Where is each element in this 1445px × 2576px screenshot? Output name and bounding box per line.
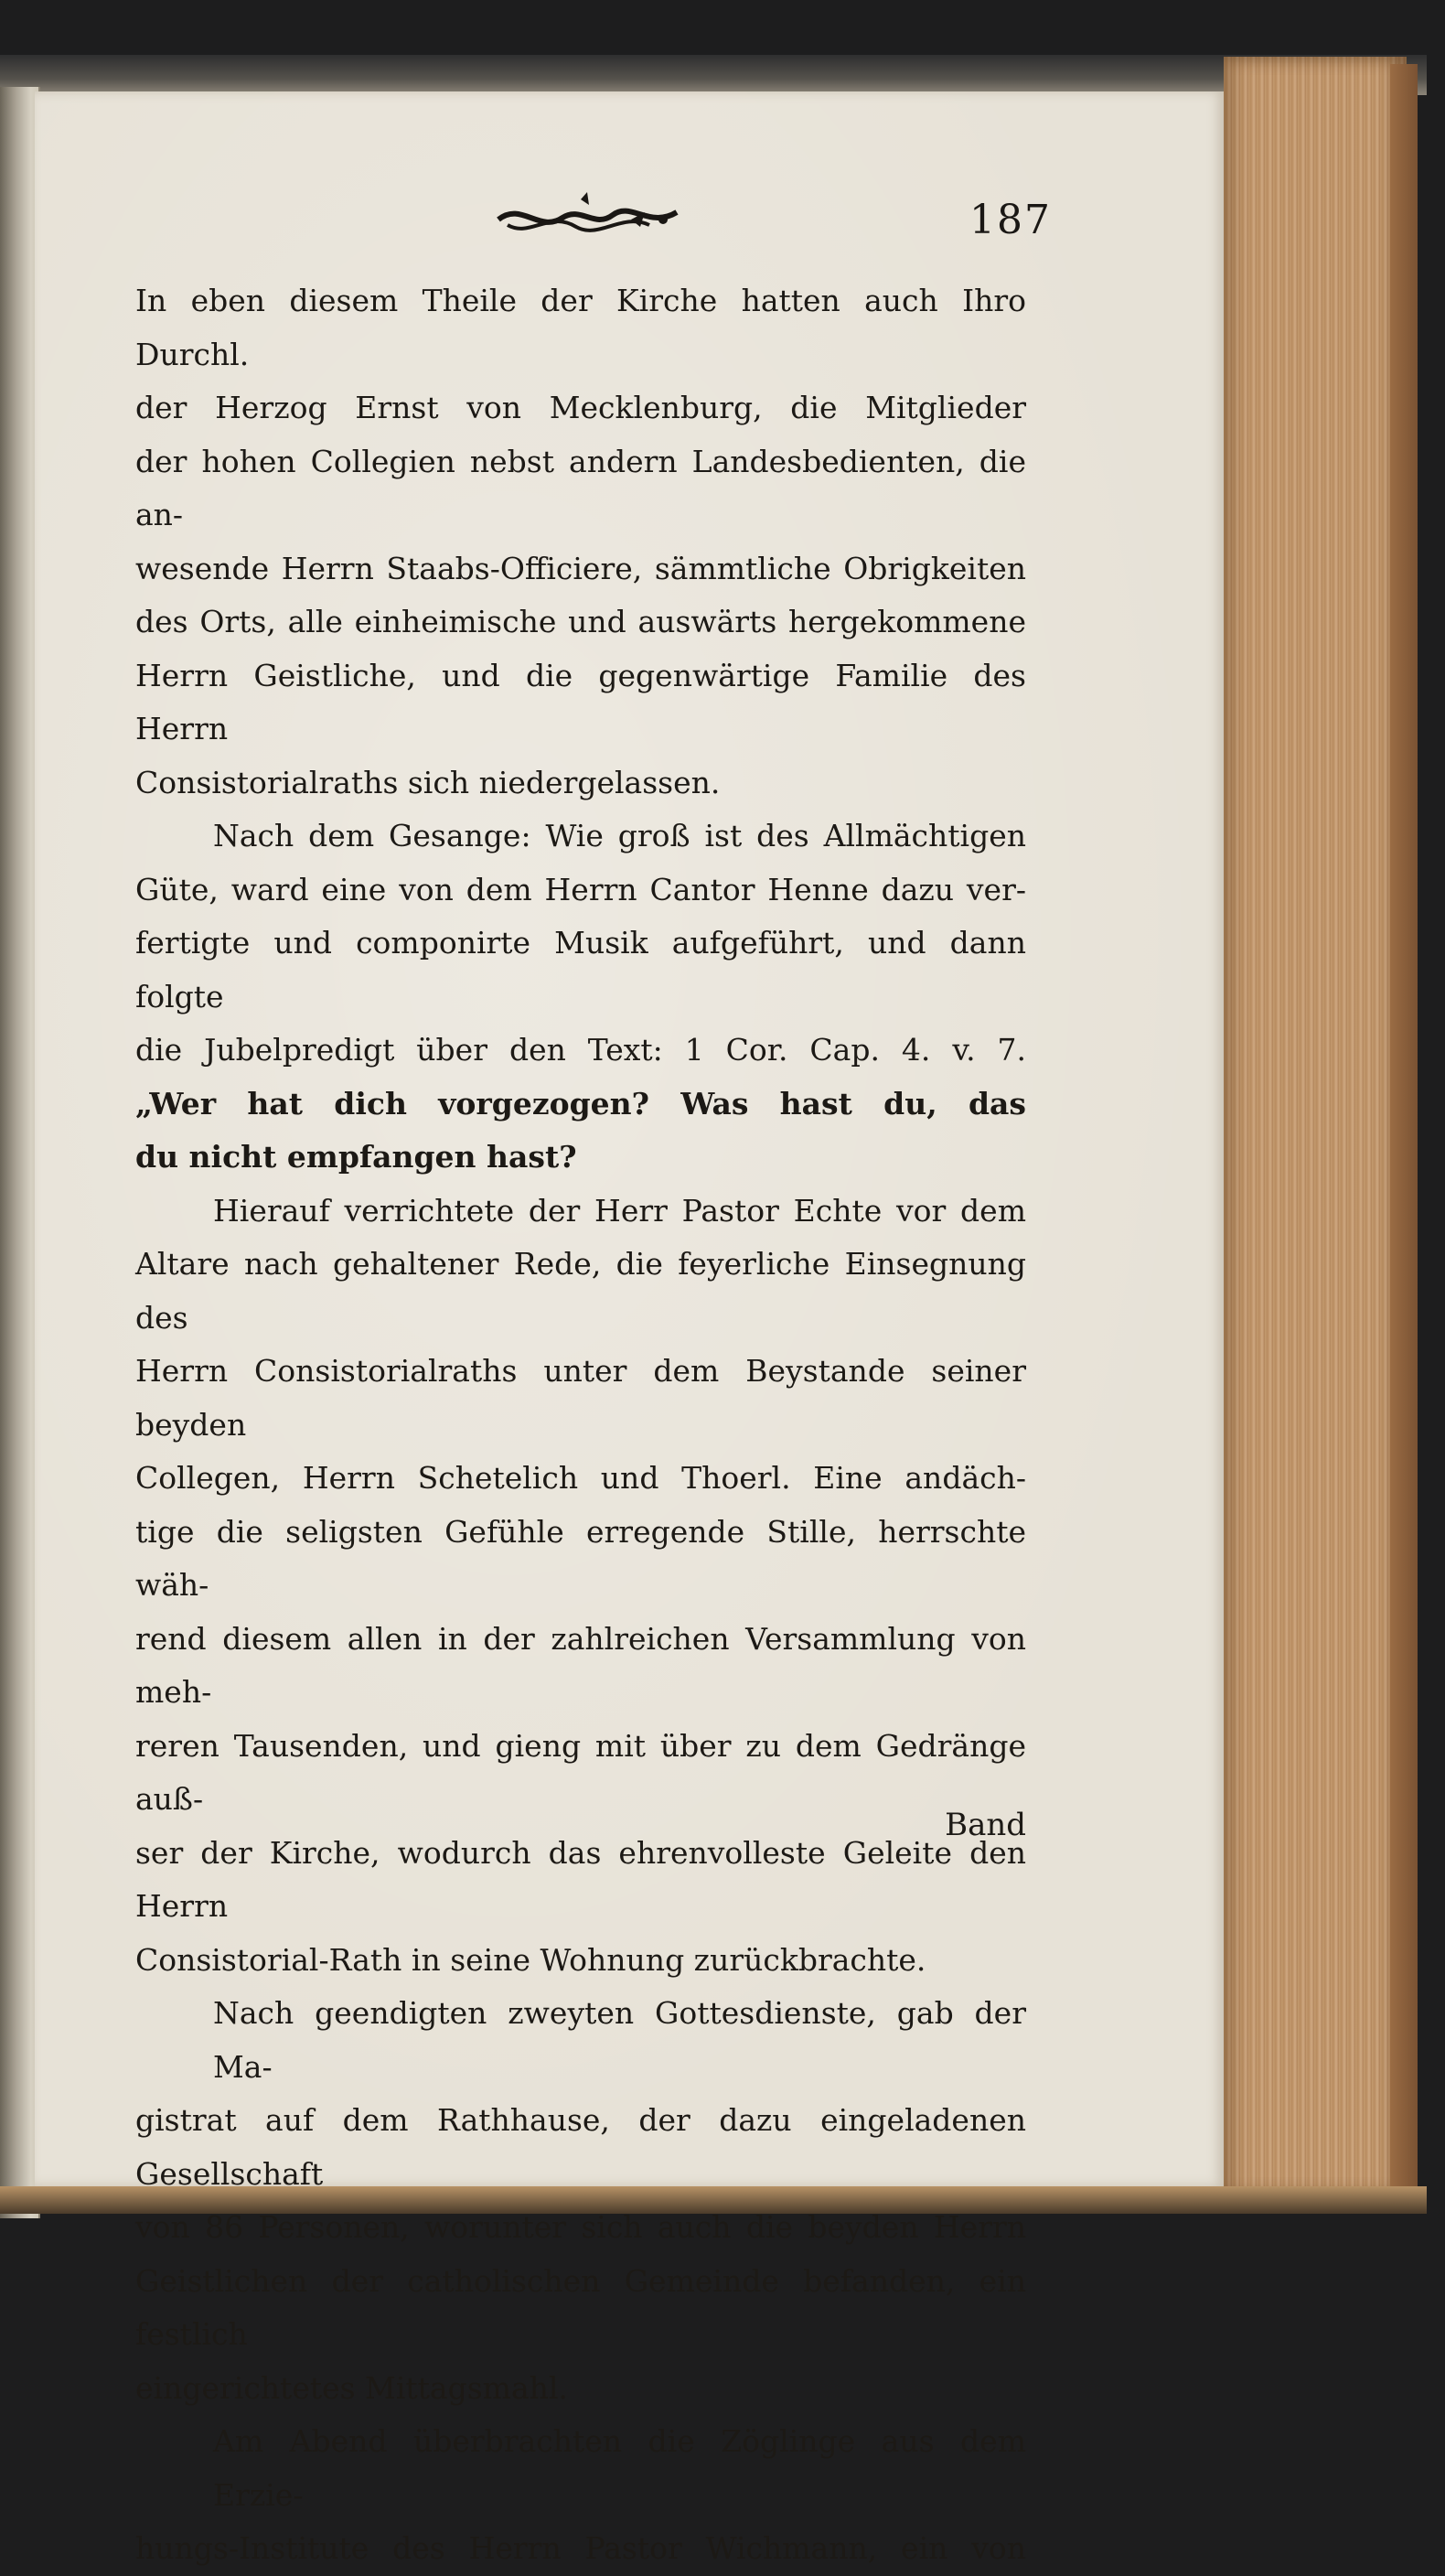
text-line: eingerichtetes Mittagsmahl. [135, 2369, 568, 2406]
catchword: Band [945, 1807, 1026, 1843]
text-line: fertigte und componirte Musik aufgeführt, und dann folgte [135, 925, 1026, 1014]
text-line: des Orts, alle einheimische und auswärts hergekommene [135, 604, 1026, 639]
text-line: Herrn Consistorialraths unter dem Beystande seiner beyden [135, 1353, 1026, 1443]
text-line: Am Abend überbrachten die Zöglinge aus dem Erzie- [213, 2423, 1026, 2513]
book-top-edge [0, 55, 1427, 95]
page-number: 187 [969, 197, 1052, 243]
paragraph-1 [135, 274, 1026, 810]
text-line: Consistorial-Rath in seine Wohnung zurückbrachte. [135, 1941, 926, 1978]
text-line: Hierauf verrichtete der Herr Pastor Echte vor dem [213, 1192, 1026, 1229]
text-line: In eben diesem Theile der Kirche hatten auch Ihro Durchl. [135, 283, 1026, 372]
header-ornament [494, 192, 686, 247]
text-line: ser der Kirche, wodurch das ehrenvolleste Geleite den Herrn [135, 1834, 1026, 1924]
paragraph-4 [135, 1987, 1026, 2415]
paragraph-2 [135, 810, 1026, 1185]
text-line: reren Tausenden, und gieng mit über zu dem Gedränge auß- [135, 1727, 1026, 1817]
text-line: rend diesem allen in der zahlreichen Versammlung von meh- [135, 1620, 1026, 1710]
text-line: von 86 Personen, worunter sich auch die beyden Herrn [135, 2209, 1026, 2245]
paragraph-3 [135, 1185, 1026, 1988]
paragraph-5 [135, 2415, 1026, 2576]
bible-quote-line: du nicht empfangen hast? [135, 1139, 577, 1175]
text-line: der Herzog Ernst von Mecklenburg, die Mitglieder [135, 390, 1026, 425]
text-line: Geistlichen der catholischen Gemeinde befanden, ein festlich [135, 2262, 1026, 2352]
text-line: Güte, ward eine von dem Herrn Cantor Henne dazu ver- [135, 871, 1026, 907]
text-line: Consistorialraths sich niedergelassen. [135, 764, 721, 800]
body-text [135, 274, 1026, 2576]
text-line: Nach geendigten zweyten Gottesdienste, gab der Ma- [213, 1995, 1026, 2085]
text-line: wesende Herrn Staabs-Officiere, sämmtliche Obrigkeiten [135, 550, 1026, 586]
text-line: Nach dem Gesange: Wie groß ist des Allmächtigen [213, 818, 1026, 853]
book-cover-edge [1390, 64, 1418, 2186]
text-line: gistrat auf dem Rathhause, der dazu eingeladenen Gesellschaft [135, 2102, 1026, 2192]
text-line: der hohen Collegien nebst andern Landesbedienten, die an- [135, 443, 1026, 532]
text-line: Herrn Geistliche, und die gegenwärtige Familie des Herrn [135, 657, 1026, 746]
bible-quote-line: „Wer hat dich vorgezogen? Was hast du, das [135, 1085, 1026, 1122]
text-line: Collegen, Herrn Schetelich und Thoerl. Eine andäch- [135, 1460, 1026, 1496]
text-line: tige die seligsten Gefühle erregende Stille, herrschte wäh- [135, 1513, 1026, 1603]
page-fore-edge [1224, 57, 1407, 2195]
text-line: Altare nach gehaltener Rede, die feyerliche Einsegnung des [135, 1246, 1026, 1336]
text-line: die Jubelpredigt über den Text: 1 Cor. Cap. 4. v. 7. [135, 1032, 1026, 1068]
text-line: hungs-Institute des Herrn Pastor Wichmann, ein von [135, 2530, 1026, 2566]
